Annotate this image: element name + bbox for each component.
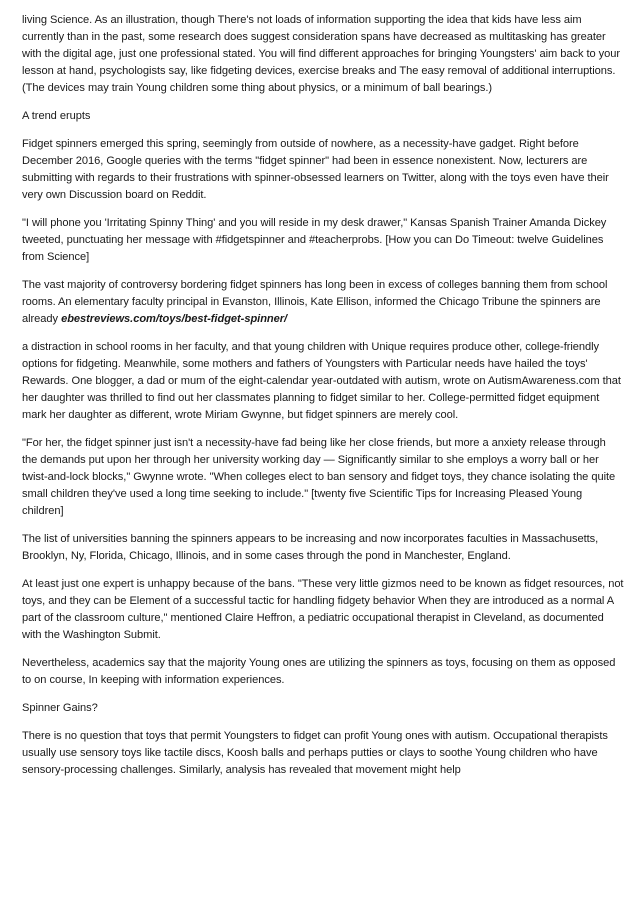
paragraph-controversy-text: The vast majority of controversy bordering fidget spinners has long been in excess of colleges banning them from school rooms. An elementary faculty principal in Evanston, Illinois, Kate Ellison, informed the Chicago Tribune the spinners are already xyxy=(22,279,608,325)
paragraph-emergence: Fidget spinners emerged this spring, seemingly from outside of nowhere, as a necessity-have gadget. Right before December 2016, Google queries with the terms "fidget spinner" had been in essence nonexistent. Now, lecturers are submitting with regards to their frustrations with spinner-obsessed learners on Twitter, along with the toys even have their very own Discussion board on Reddit. xyxy=(22,138,609,201)
paragraph-tweet: "I will phone you 'Irritating Spinny Thing' and you will reside in my desk drawer," Kansas Spanish Trainer Amanda Dickey tweeted, punctuating her message with #fidgetspinner and #teacherprobs. [How you can Do Timeout: twelve Guidelines from Science] xyxy=(22,217,607,263)
paragraph-expert: At least just one expert is unhappy because of the bans. "These very little gizmos need to be known as fidget resources, not toys, and they can be Element of a successful tactic for handling fidgety behavior When they are introduced as a normal A part of the classroom culture," mentioned Claire Heffron, a pediatric occupational therapist in Cleveland, as documented with the Washington Submit. xyxy=(22,578,624,641)
paragraph-ban-list: The list of universities banning the spinners appears to be increasing and now incorporates faculties in Massachusetts, Brooklyn, Ny, Florida, Chicago, Illinois, and in some cases through the pond in Manchester, England. xyxy=(22,533,599,562)
section-heading-gains: Spinner Gains? xyxy=(22,702,98,714)
paragraph-distraction: a distraction in school rooms in her faculty, and that young children with Unique requires produce other, college-friendly options for fidgeting. Meanwhile, some mothers and fathers of Youngsters with Particular needs have hailed the toys' Rewards. One blogger, a dad or mum of the eight-calendar year-outdated with autism, wrote on AutismAwareness.com that her daughter was thrilled to find out her classmates planning to fidget similar to her. College-permitted fidget equipment mark her daughter as different, wrote Miriam Gwynne, but fidget spinners are merely cool. xyxy=(22,341,621,421)
paragraph-intro: living Science. As an illustration, though There's not loads of information supporting the idea that kids have less aim currently than in the past, some research does suggest consideration spans have decreased as multitasking has greater with the digital age, just one professional stated. You will find different approaches for bringing Youngsters' aim back to your lesson at hand, psychologists say, like fidgeting devices, exercise breaks and The easy removal of additional interruptions. (The devices may train Young children some thing about physics, or a minimum of ball bearings.) xyxy=(22,14,621,94)
paragraph-gwynne-quote: "For her, the fidget spinner just isn't a necessity-have fad being like her close friends, but more a anxiety release through the demands put upon her through her university working day — Significantly similar to she employs a worry ball or her twist-and-lock blocks," Gwynne wrote. "When colleges elect to ban sensory and fidget toys, they chance isolating the quite small children they've used a long time seeking to include." [twenty five Scientific Tips for Increasing Pleased Young children] xyxy=(22,437,616,517)
paragraph-autism: There is no question that toys that permit Youngsters to fidget can profit Young ones with autism. Occupational therapists usually use sensory toys like tactile discs, Koosh balls and perhaps putties or clays to soothe Young children who have sensory-processing challenges. Similarly, analysis has revealed that movement might help xyxy=(22,730,608,776)
section-heading-trend: A trend erupts xyxy=(22,110,91,122)
paragraph-academics: Nevertheless, academics say that the majority Young ones are utilizing the spinners as toys, focusing on them as opposed to on course, In keeping with information experiences. xyxy=(22,657,616,686)
review-link[interactable]: ebestreviews.com/toys/best-fidget-spinner/ xyxy=(61,313,288,325)
paragraph-controversy xyxy=(22,277,624,328)
